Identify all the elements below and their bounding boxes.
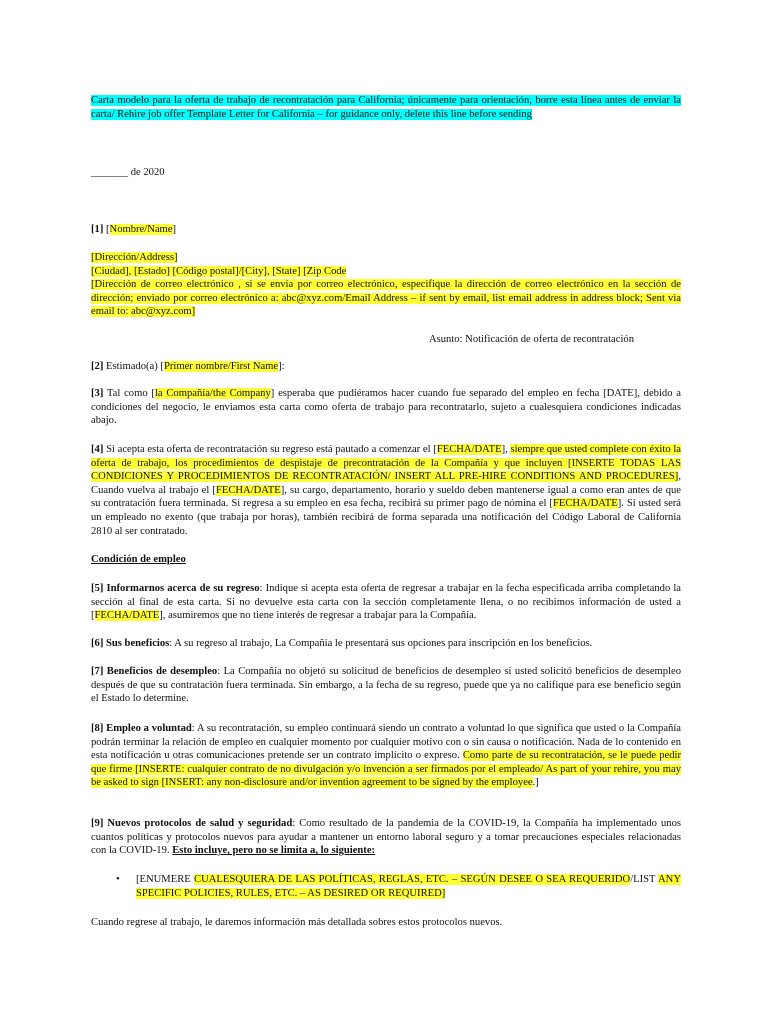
date-line: _______ de 2020	[91, 167, 165, 178]
condition-heading: Condición de empleo	[91, 554, 186, 565]
paragraph-7: [7] Beneficios de desempleo: La Compañía no objetó su solicitud de beneficios de desempleo si usted solicitó beneficios de desempleo después de que su contratación fuera terminada. Sin embargo, a la fecha de su regreso, puede que ya no califique para ese beneficio según el Estado lo determine.	[91, 666, 681, 705]
guidance-note	[91, 94, 681, 121]
recipient-name-line: [1] [Nombre/Name]	[91, 224, 177, 235]
paragraph-5: [5] Informarnos acerca de su regreso: Indique si acepta esta oferta de regresar a trabajar en la fecha especificada arriba completando la sección al final de esta carta. Si no devuelve esta carta con la sección completamente llena, o no recibimos información de usted a [FECHA/DATE], asumiremos que no tiene interés de regresar a trabajar para la Compañía.	[91, 583, 681, 622]
address-line: [Dirección/Address]	[91, 252, 178, 263]
paragraph-8: [8] Empleo a voluntad: A su recontratación, su empleo continuará siendo un contrato a voluntad lo que significa que usted o la Compañía podrán terminar la relación de empleo en cualquier momento por cualquier motivo con o sin causa o notificación. Nada de lo contenido en esta notificación u otras comunicaciones pretende ser un contrato implícito o expreso. Como parte de su recontratación, se le puede pedir que firme [INSERTE: cualquier contrato de no divulgación y/o invención a ser firmados por el empleado/ As part of your rehire, you may be asked to sign [INSERT: any non-disclosure and/or invention agreement to be signed by the employee.]	[91, 723, 681, 789]
salutation: [2] Estimado(a) [Primer nombre/First Name]:	[91, 361, 285, 372]
closing-line: Cuando regrese al trabajo, le daremos información más detallada sobres estos protocolos nuevos.	[91, 917, 503, 928]
company-name: la Compañía/the Company	[154, 388, 271, 399]
bullet-icon: •	[116, 874, 120, 885]
paragraph-6: [6] Sus beneficios: A su regreso al trabajo, La Compañía le presentará sus opciones para inscripción en los beneficios.	[91, 638, 593, 649]
bullet-text: [ENUMERE CUALESQUIERA DE LAS POLÍTICAS, REGLAS, ETC. – SEGÚN DESEE O SEA REQUERIDO/LIST ANY SPECIFIC POLICIES, RULES, ETC. – AS DESIRED OR REQUIRED]	[136, 874, 681, 899]
recipient-name: Nombre/Name	[109, 224, 173, 235]
subject-line: Asunto: Notificación de oferta de recontratación	[428, 334, 634, 345]
policy-bullet	[116, 873, 681, 900]
paragraph-3: [3] Tal como [la Compañía/the Company] esperaba que pudiéramos hacer cuando fue separado del empleo en fecha [DATE], debido a condiciones del negocio, le enviamos esta carta como oferta de trabajo para recontratarlo, sujeto a cualesquiera condiciones indicadas abajo.	[91, 388, 681, 427]
paragraph-4: [4] Si acepta esta oferta de recontratación su regreso está pautado a comenzar el [FECHA/DATE], siempre que usted complete con éxito la oferta de trabajo, los procedimientos de despistaje de precontratación de la Compañía y que incluyen [INSERTE TODAS LAS CONDICIONES Y PROCEDIMIENTOS DE RECONTRATACIÓN/ INSERT ALL PRE-HIRE CONDITIONS AND PROCEDURES], Cuando vuelva al trabajo el [FECHA/DATE], su cargo, departamento, horario y sueldo deben mantenerse igual a como eran antes de que su contratación fuera terminada. Si regresa a su empleo en esa fecha, recibirá su primer pago de nómina el [FECHA/DATE]. Si usted será un empleado no exento (que trabaja por horas), también recibirá de forma separada una notificación del Código Laboral de California 2810 al ser contratado.	[91, 444, 681, 537]
first-name: Primer nombre/First Name	[163, 361, 279, 372]
address-block	[91, 251, 681, 319]
para-number: [1]	[91, 224, 104, 235]
guidance-text: Carta modelo para la oferta de trabajo de recontratación para California; únicamente para orientación, borre esta línea antes de enviar la carta/ Rehire job offer Template Letter for California – for guidance only, delete this line before sending	[91, 95, 681, 120]
city-line: [Ciudad], [Estado] [Código postal]/[City], [State] [Zip Code	[91, 265, 347, 277]
email-line: [Dirección de correo electrónico , si se envía por correo electrónico, especifique la dirección de correo electrónico en la sección de dirección; enviado por correo electrónico a: abc@xyz.com/Email Address – if sent by email, list email address in address block; Sent via email to: abc@xyz.com]	[91, 279, 681, 318]
paragraph-9: [9] Nuevos protocolos de salud y seguridad: Como resultado de la pandemia de la COVID-19, la Compañía ha implementado unos cuantos políticas y protocolos nuevos para ayudar a mantener un entorno laboral seguro y a tomar precauciones especiales relacionadas con la COVID-19. Esto incluye, pero no se limita a, lo siguiente:	[91, 818, 681, 857]
